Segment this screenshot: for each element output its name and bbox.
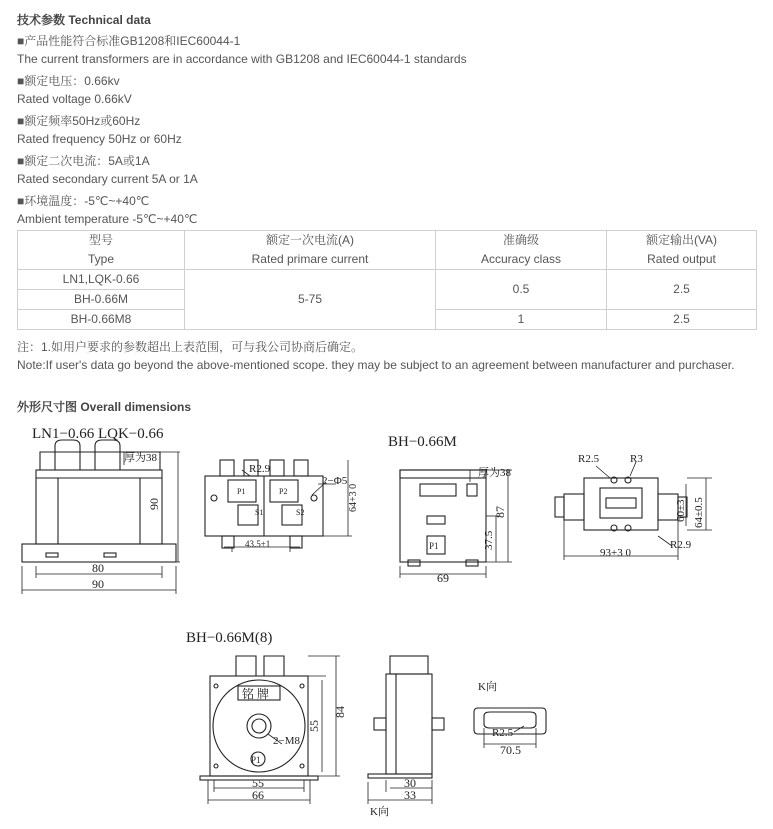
dim-80: 80	[92, 561, 104, 575]
label-k-direction: K向	[370, 806, 389, 818]
label-nameplate: 铭 牌	[242, 687, 270, 701]
header-primary: 额定一次电流(A) Rated primare current	[185, 231, 436, 270]
tech-line: ■额定二次电流：5A或1A	[17, 154, 150, 168]
dim-55: 55	[252, 776, 264, 790]
dim-r3: R3	[630, 453, 643, 465]
tech-line: The current transformers are in accordance with GB1208 and IEC60044-1 standards	[17, 52, 467, 66]
dim-thick38: 厚为38	[124, 452, 157, 464]
label-p2: P2	[279, 487, 288, 496]
dim-phi5: 2−Φ5	[322, 475, 348, 487]
dim-r25: R2.5	[578, 453, 600, 465]
dim-33: 33	[404, 788, 416, 802]
header-accuracy: 准确级 Accuracy class	[436, 231, 607, 270]
label-p1-bh8: P1	[251, 755, 261, 765]
header-type: 型号 Type	[18, 231, 185, 270]
tech-line: Rated secondary current 5A or 1A	[17, 172, 198, 186]
dim-43-5: 43.5±1	[245, 539, 271, 549]
type-cell: BH-0.66M	[18, 290, 185, 310]
tech-line: Ambient temperature -5℃~+40℃	[17, 212, 198, 226]
dim-90-height: 90	[147, 498, 161, 510]
dim-30: 30	[404, 776, 416, 790]
dim-r29: R2.9	[249, 463, 271, 475]
model-label-bh8: BH−0.66M(8)	[186, 630, 273, 646]
dim-60: 60±3	[675, 499, 687, 522]
dim-r25-k: R2.5	[492, 727, 514, 739]
tech-line: ■额定电压：0.66kv	[17, 74, 120, 88]
tech-line: Rated frequency 50Hz or 60Hz	[17, 132, 182, 146]
dim-69: 69	[437, 571, 449, 585]
note-cn: 注：1.如用户要求的参数超出上表范围，可与我公司协商后确定。	[17, 340, 364, 354]
label-s1: S1	[255, 508, 264, 517]
dim-64b: 64±0.5	[693, 497, 705, 528]
accuracy-cell: 1	[436, 310, 607, 330]
dim-m8: 2−M8	[273, 735, 300, 747]
tech-line: Rated voltage 0.66kV	[17, 92, 132, 106]
model-label-bh: BH−0.66M	[388, 434, 457, 450]
dim-84: 84	[333, 706, 347, 718]
type-cell: BH-0.66M8	[18, 310, 185, 330]
type-cell: LN1,LQK-0.66	[18, 270, 185, 290]
accuracy-cell: 0.5	[436, 270, 607, 310]
output-cell: 2.5	[607, 310, 757, 330]
dim-66: 66	[252, 788, 264, 802]
label-p1: P1	[237, 487, 246, 496]
dim-93: 93+3 0	[600, 547, 631, 559]
dim-64: 64+3 0	[348, 483, 359, 512]
dim-55-vertical: 55	[307, 720, 321, 732]
tech-heading: 技术参数 Technical data	[17, 13, 151, 27]
label-p1-bh: P1	[429, 541, 439, 551]
dim-thick38-bh: 厚为38	[478, 467, 511, 479]
dim-70-5: 70.5	[500, 743, 521, 757]
tech-line: ■额定频率50Hz或60Hz	[17, 114, 141, 128]
label-s2: S2	[296, 508, 305, 517]
label-k-view: K向	[478, 681, 497, 693]
primary-current-cell: 5-75	[185, 270, 436, 330]
dim-r29b: R2.9	[670, 539, 692, 551]
note-en: Note:If user's data go beyond the above-mentioned scope. they may be subject to an agreement between manufacturer and purchaser.	[17, 358, 735, 372]
header-output: 额定输出(VA) Rated output	[607, 231, 757, 270]
tech-line: ■产品性能符合标准GB1208和IEC60044-1	[17, 34, 241, 48]
tech-line: ■环境温度：-5℃~+40℃	[17, 194, 150, 208]
dim-90-width: 90	[92, 577, 104, 591]
model-label-ln1: LN1−0.66 LQK−0.66	[32, 426, 164, 442]
dim-37-5: 37.5	[483, 530, 495, 550]
dim-87: 87	[493, 506, 507, 518]
dimensions-heading: 外形尺寸图 Overall dimensions	[17, 400, 192, 414]
output-cell: 2.5	[607, 270, 757, 310]
